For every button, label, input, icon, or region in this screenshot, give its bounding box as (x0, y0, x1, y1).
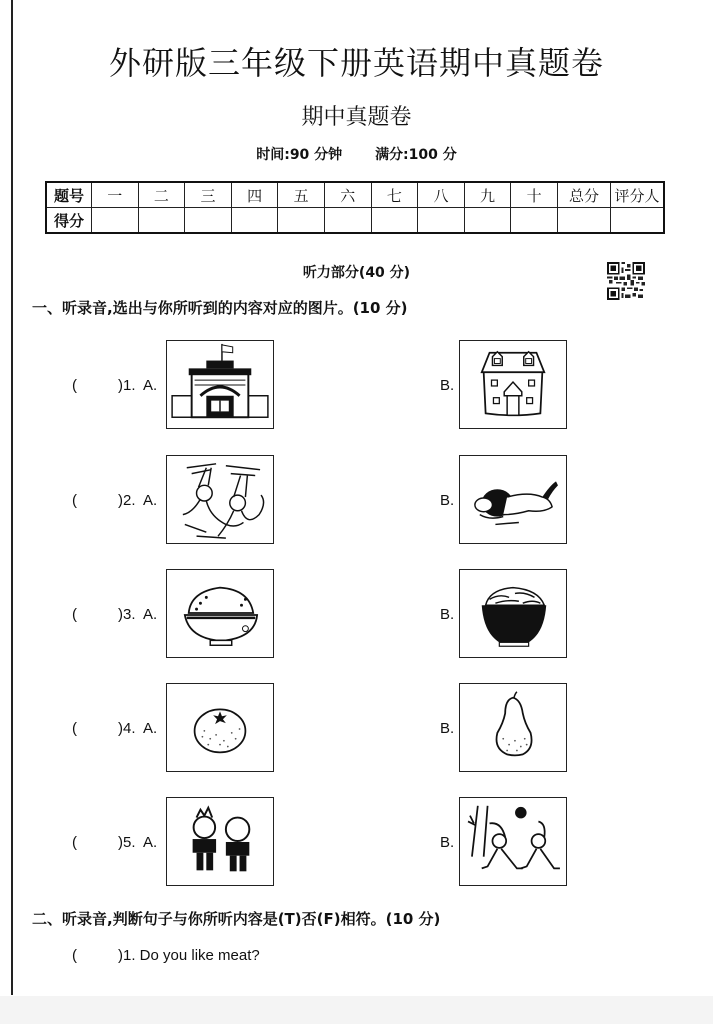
score-cell[interactable] (371, 208, 418, 234)
option-a-image-monkeys-icon[interactable] (166, 455, 274, 544)
exam-meta (0, 144, 713, 164)
answer-blank[interactable]: ( (72, 492, 77, 509)
score-cell[interactable] (278, 208, 325, 234)
item-number: )4. (118, 720, 136, 737)
option-b-image-house-icon[interactable] (459, 340, 567, 429)
option-label-a: A. (143, 492, 158, 509)
tf-question-text: )1. Do you like meat? (118, 947, 260, 964)
exam-full-score: 满分:100 分 (375, 147, 457, 163)
option-b-image-exercise-icon[interactable] (459, 797, 567, 886)
option-label-a: A. (143, 606, 158, 623)
score-table-score-row (46, 208, 664, 234)
option-a-image-orange-icon[interactable] (166, 683, 274, 772)
score-cell[interactable] (464, 208, 511, 234)
option-label-b: B. (440, 720, 455, 737)
listening-section-heading: 听力部分(40 分) (302, 265, 411, 281)
option-a-image-school-icon[interactable] (166, 340, 274, 429)
col-7: 七 (371, 182, 418, 208)
col-grader: 评分人 (611, 182, 665, 208)
option-label-b: B. (440, 377, 455, 394)
option-label-b: B. (440, 834, 455, 851)
item-number: )5. (118, 834, 136, 851)
score-cell[interactable] (511, 208, 558, 234)
answer-blank[interactable]: ( (72, 720, 77, 737)
col-6: 六 (324, 182, 371, 208)
col-total: 总分 (558, 182, 611, 208)
score-cell[interactable] (231, 208, 278, 234)
exam-time: 时间:90 分钟 (256, 147, 343, 163)
item-number: )3. (118, 606, 136, 623)
option-b-image-pear-icon[interactable] (459, 683, 567, 772)
part2-instructions: 二、听录音,判断句子与你所听内容是(T)否(F)相符。(10 分) (32, 910, 441, 928)
answer-blank[interactable]: ( (72, 606, 77, 623)
document-title: 外研版三年级下册英语期中真题卷 (108, 44, 604, 82)
col-9: 九 (464, 182, 511, 208)
col-10: 十 (511, 182, 558, 208)
document-subtitle: 期中真题卷 (301, 105, 412, 130)
option-label-b: B. (440, 492, 455, 509)
item-number: )2. (118, 492, 136, 509)
row-header-score: 得分 (46, 208, 92, 234)
col-8: 八 (418, 182, 465, 208)
part1-instructions: 一、听录音,选出与你所听到的内容对应的图片。(10 分) (32, 299, 408, 317)
row-header-question-number: 题号 (46, 182, 92, 208)
col-3: 三 (185, 182, 232, 208)
score-cell[interactable] (418, 208, 465, 234)
qr-code-icon[interactable] (606, 262, 646, 300)
option-label-a: A. (143, 377, 158, 394)
score-cell[interactable] (324, 208, 371, 234)
col-5: 五 (278, 182, 325, 208)
score-cell-grader[interactable] (611, 208, 665, 234)
answer-blank[interactable]: ( (72, 947, 77, 964)
option-label-a: A. (143, 720, 158, 737)
col-1: 一 (92, 182, 139, 208)
option-b-image-noodle-bowl-icon[interactable] (459, 569, 567, 658)
score-cell[interactable] (185, 208, 232, 234)
option-label-a: A. (143, 834, 158, 851)
item-number: )1. (118, 377, 136, 394)
col-2: 二 (138, 182, 185, 208)
score-cell[interactable] (138, 208, 185, 234)
answer-blank[interactable]: ( (72, 834, 77, 851)
option-a-image-rice-bowl-icon[interactable] (166, 569, 274, 658)
option-b-image-lion-icon[interactable] (459, 455, 567, 544)
score-cell-total[interactable] (558, 208, 611, 234)
score-table-header-row (46, 182, 664, 208)
answer-blank[interactable]: ( (72, 377, 77, 394)
col-4: 四 (231, 182, 278, 208)
page-bottom-margin (0, 996, 713, 1024)
option-label-b: B. (440, 606, 455, 623)
score-table (45, 181, 665, 234)
score-cell[interactable] (92, 208, 139, 234)
option-a-image-boys-icon[interactable] (166, 797, 274, 886)
